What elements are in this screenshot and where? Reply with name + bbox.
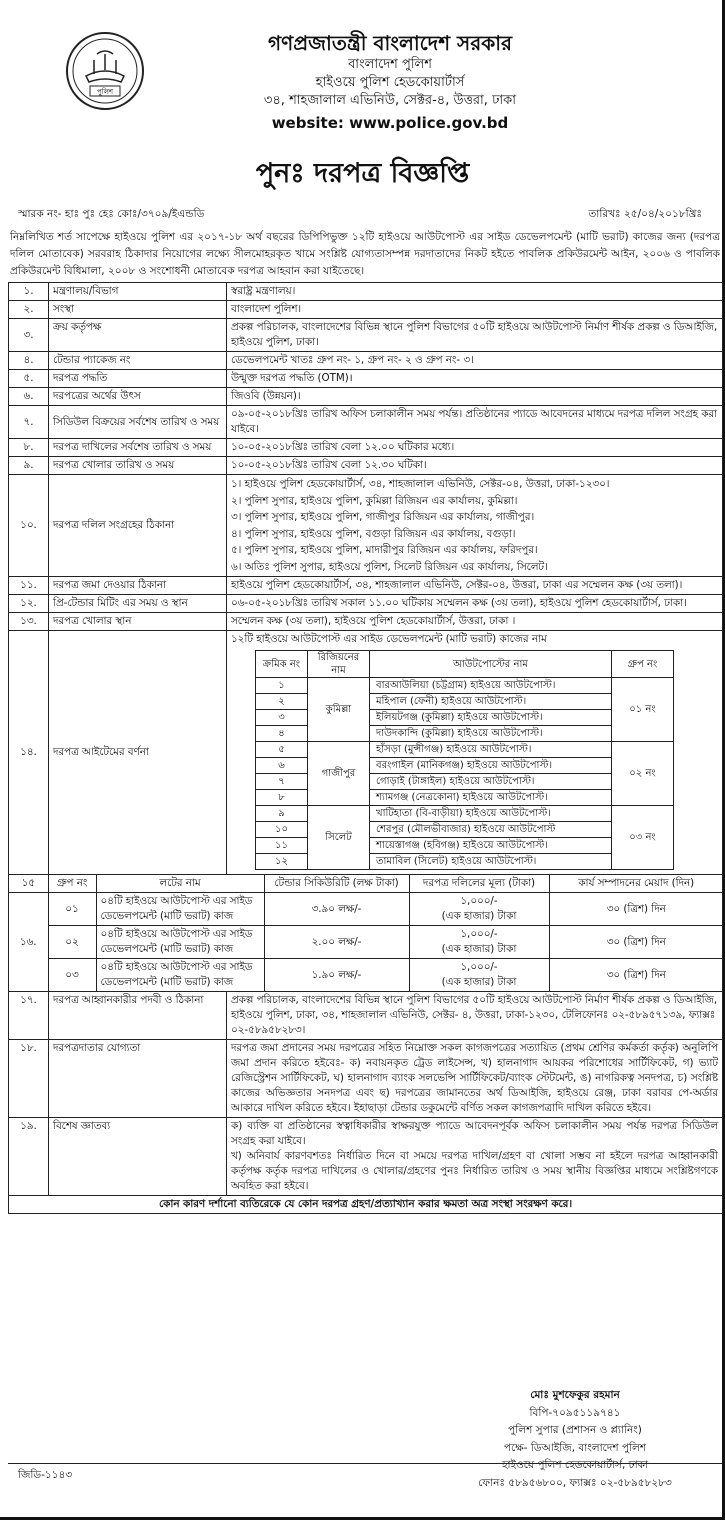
table-row: ১৩. দরপত্র খোলার স্থান সম্মেলন কক্ষ (৩য় তলা), হাইওয়ে পুলিশ হেডকোয়ার্টার্স, উত্তরা, ঢাকা ।: [9, 613, 723, 631]
group-cell: ০১ নং: [612, 678, 674, 742]
lot-row: ০২ ০৪টি হাইওয়ে আউটপোস্ট এর সাইড ডেভেলপমেন্ট (মাটি ভরাট) কাজ ২.০০ লক্ষ/- ১,০০০/- (এক হাজার) টাকা ৩০ (ত্রিশ) দিন: [9, 926, 723, 959]
government-name: গণপ্রজাতন্ত্রী বাংলাদেশ সরকার: [268, 31, 512, 55]
outpost-row: ৮ শ্যামগঞ্জ (নেত্রকোনা) হাইওয়ে আউটপোস্ট।: [256, 790, 674, 806]
table-row: ৬. দরপত্রের অর্থের উৎস জিওবি (উন্নয়ন)।: [9, 388, 723, 406]
notice-date: তারিখঃ ২৫/০৪/২০১৮খ্রিঃ: [588, 208, 702, 220]
table-row: ২. সংস্থা বাংলাদেশ পুলিশ।: [9, 301, 723, 319]
office-address: ৩৪, শাহজালাল এভিনিউ, সেক্টর-৪, উত্তরা, ঢাকা: [263, 93, 517, 108]
table-row: ৫. দরপত্র পদ্ধতি উন্মুক্ত দরপত্র পদ্ধতি (OTM)।: [9, 370, 723, 388]
signatory-office: হাইওয়ে পুলিশ হেডকোয়ার্টার্স, ঢাকা: [501, 1459, 649, 1471]
region-cell: সিলেট: [308, 806, 370, 870]
signatory-designation: পুলিশ সুপার (প্রশাসন ও প্ল্যানিং): [508, 1424, 642, 1436]
tender-details-table: [8, 282, 723, 1214]
signatory-on-behalf: পক্ষে- ডিআইজি, বাংলাদেশ পুলিশ: [503, 1441, 647, 1454]
group-cell: ০৩ নং: [612, 806, 674, 870]
table-row: ১. মন্ত্রণালয়/বিভাগ স্বরাষ্ট্র মন্ত্রণালয়।: [9, 283, 723, 301]
police-seal-logo: [64, 30, 146, 112]
website-link[interactable]: website: www.police.gov.bd: [271, 114, 509, 132]
outpost-list-caption: ১২টি হাইওয়ে আউটপোস্ট এর সাইড ডেভেলপমেন্ট (মাটি ভরাট) কাজের নাম: [231, 633, 547, 645]
org-name: বাংলাদেশ পুলিশ: [348, 57, 432, 72]
lot-row: ১৬. ০১ ০৪টি হাইওয়ে আউটপোস্ট এর সাইড ডেভেলপমেন্ট (মাটি ভরাট) কাজ ৩.৯০ লক্ষ/- ১,০০০/- (এক হাজার) টাকা ৩০ (ত্রিশ) দিন: [9, 893, 723, 926]
outpost-table: [255, 650, 674, 870]
page-title: পুনঃ দরপত্র বিজ্ঞপ্তি: [255, 158, 470, 189]
region-cell: গাজীপুর: [308, 742, 370, 806]
group-cell: ০২ নং: [612, 742, 674, 806]
table-row: ৯. দরপত্র খোলার তারিখ ও সময় ১০-০৫-২০১৮খ্রিঃ তারিখ বেলা ১২.৩০ ঘটিকা।: [9, 457, 723, 475]
outpost-row: ৪ দাউদকান্দি (কুমিল্লা) হাইওয়ে আউটপোস্ট।: [256, 726, 674, 742]
office-name: হাইওয়ে পুলিশ হেডকোয়ার্টার্স: [315, 75, 465, 90]
lot-header-row: [9, 875, 723, 992]
table-row: ৭. সিডিউল বিক্রয়ের সর্বশেষ তারিখ ও সময় ০৯-০৫-২০১৮খ্রিঃ তারিখ অফিস চলাকালীন সময় পর্যন্ত। প্রতিষ্ঠানের প্যাডে আবেদনের মাধ্যমে দরপত্র দলিল সংগ্রহ করা যাইবে।: [9, 406, 723, 439]
table-row: ১৪. দরপত্র আইটেমের বর্ণনা ১২টি হাইওয়ে আউটপোস্ট এর সাইড ডেভেলপমেন্ট (মাটি ভরাট) কাজের নাম ক্রমিক নং রিজিয়নের নাম আউটপোস্টের নাম গ্রুপ নং ১ কুমিল্লা বারআউলিয়া (চট্টগ্রাম) হাইওয়ে আউটপোস্ট। ০১ নং ২ মহিপাল (ফেনী) হাইওয়ে আউটপোস্ট। ৩ ইলিয়টগঞ্জ (কুমিল্লা) হাইওয়ে আউটপোস্ট। ৪ দাউদকান্দি (কুমিল্লা) হাইওয়ে আউটপোস্ট। ৫ গাজীপুর হাঁসড়া (মুন্সীগঞ্জ) হাইওয়ে আউটপোস্ট। ০২ নং ৬ বরংগাইল (মানিকগঞ্জ) হাইওয়ে আউটপোস্ট। ৭ গোড়াই (টাঙ্গাইল) হাইওয়ে আউটপোস্ট। ৮ শ্যামগঞ্জ (নেত্রকোনা) হাইওয়ে আউটপোস্ট। ৯ সিলেট খাটিহাতা (বি-বাড়ীয়া) হাইওয়ে আউটপোস্ট। ০৩ নং ১০ শেরপুর (মৌলভীবাজার) হাইওয়ে আউটপোস্ট ১১ শায়েস্তাগঞ্জ (হবিগঞ্জ) হাইওয়ে আউটপোস্ট। ১২ তামাবিল (সিলেট) হাইওয়ে আউটপোস্ট।: [9, 631, 723, 875]
table-row: ১৯. বিশেষ জ্ঞাতব্য ক) ব্যক্তি বা প্রতিষ্ঠানের স্বত্বাধিকারীর স্বাক্ষরযুক্ত প্যাডে আবেদনপূর্বক অফিস চলাকালীন সময় পর্যন্ত দরপত্র সিডিউল সংগ্রহ করা যাইবে। খ) অনিবার্য কারণবশতঃ নির্ধারিত দিনে বা সময়ে দরপত্র দাখিল/গ্রহণ বা খোলা সম্ভব না হইলে দরপত্র আহ্বানকারী কর্তৃপক্ষ কর্তৃক দরপত্র দাখিলের ও খোলার/গ্রহণের পুনঃ নির্ধারিত তারিখ ও সময় স্থানীয় বিজ্ঞপ্তির মাধ্যমে সংশ্লিষ্টগণকে অবহিত করা হইবে।: [9, 1118, 723, 1196]
outpost-list-cell: [227, 631, 723, 875]
table-row: ১৭. দরপত্র আহ্বানকারীর পদবী ও ঠিকানা প্রকল্প পরিচালক, বাংলাদেশের বিভিন্ন স্থানে পুলিশ বিভাগের ৫০টি হাইওয়ে আউটপোস্ট নির্মাণ শীর্ষক প্রকল্প ও ডিআইজি, হাইওয়ে পুলিশ, ঢাকা, ৩৪, শাহজালাল এভিনিউ, সেক্টর- ৪, উত্তরা, ঢাকা-১২৩০, টেলিফোনঃ ০২-৫৮৯৫৭১৩৯, ফ্যাক্সঃ ০২-৫৮৯৫৮২৮৩।: [9, 992, 723, 1040]
table-row: ৩. ক্রয় কর্তৃপক্ষ প্রকল্প পরিচালক, বাংলাদেশের বিভিন্ন স্থানে পুলিশ বিভাগের ৫০টি হাইওয়ে আউটপোস্ট নির্মাণ শীর্ষক প্রকল্প ও ডিআইজি, হাইওয়ে পুলিশ, ঢাকা।: [9, 319, 723, 352]
table-row: ১২. প্রি-টেন্ডার মিটিং এর সময় ও স্থান ০৬-০৫-২০১৮খ্রিঃ তারিখ সকাল ১১.০০ ঘটিকায় সম্মেলন কক্ষ (৩য় তলা), হাইওয়ে পুলিশ হেডকোয়ার্টার্স, ঢাকা।: [9, 595, 723, 613]
table-row: ১৮. দরপত্রদাতার যোগ্যতা দরপত্র জমা প্রদানের সময় দরপত্রের সহিত নিম্নোক্ত সকল কাগজপত্রের সত্যায়িত (প্রথম শ্রেণির কর্মকর্তা কর্তৃক) অনুলিপি জমা প্রদান করিতে হইবেঃ- ক) নবায়নকৃত ট্রেড লাইসেন্স, খ) হালনাগাদ আয়কর পরিশোধের সার্টিফিকেট, গ) ভ্যাট রেজিস্ট্রেশন সার্টিফিকেট, ঘ) হালনাগাদ ব্যাংক সলভেন্সি সার্টিফিকেট/ব্যাংক স্টেটমেন্ট, ঙ) নাগরিকত্ব সনদপত্র, চ) সংশ্লিষ্ট কাজের অভিজ্ঞতার সনদপত্র এবং ছ) দরপত্রের জামানতের অর্থ ডিআইজি, হাইওয়ে রেঞ্জ, ঢাকা বরাবর পে-অর্ডার আকারে দাখিল করিতে হইবে। ইহাছাড়া টেন্ডার ডকুমেন্টে বর্ণিত সকল কাগজপত্রাদি দাখিল করিতে হইবে।: [9, 1040, 723, 1118]
lot-table-header: ১৫ গ্রুপ নং লটের নাম টেন্ডার সিকিউরিটি (লক্ষ টাকা) দরপত্র দলিলের মূল্য (টাকা) কার্য সম্পাদনের মেয়াদ (দিন): [9, 875, 723, 893]
signature-block: [440, 1387, 710, 1492]
outpost-row: ৯ সিলেট খাটিহাতা (বি-বাড়ীয়া) হাইওয়ে আউটপোস্ট। ০৩ নং: [256, 806, 674, 822]
collection-addresses: ১। হাইওয়ে পুলিশ হেডকোয়ার্টার্স, ৩৪, শাহজালাল এভিনিউ, সেক্টর-০৪, উত্তরা, ঢাকা-১২৩০। ২। পুলিশ সুপার, হাইওয়ে পুলিশ, কুমিল্লা রিজিয়ন এর কার্যালয়, কুমিল্লা। ৩। পুলিশ সুপার, হাইওয়ে পুলিশ, গাজীপুর রিজিয়ন এর কার্যালয়, গাজীপুর। ৪। পুলিশ সুপার, হাইওয়ে পুলিশ, বগুড়া রিজিয়ন এর কার্যালয়, বগুড়া। ৫। পুলিশ সুপার, হাইওয়ে পুলিশ, মাদারীপুর রিজিয়ন এর কার্যালয়, ফরিদপুর। ৬। অতিঃ পুলিশ সুপার, হাইওয়ে পুলিশ, সিলেট রিজিয়ন এর কার্যালয়, সিলেট।: [227, 475, 723, 577]
footer-divider: [8, 1463, 722, 1464]
memo-number: স্মারক নং- হাঃ পুঃ হেঃ কোঃ/৩৭০৯/ইএন্ডডি: [18, 208, 205, 220]
lot-row: ০৩ ০৪টি হাইওয়ে আউটপোস্ট এর সাইড ডেভেলপমেন্ট (মাটি ভরাট) কাজ ১.৯০ লক্ষ/- ১,০০০/- (এক হাজার) টাকা ৩০ (ত্রিশ) দিন: [9, 959, 723, 992]
table-row: ৪. টেন্ডার প্যাকেজ নং ডেভেলপমেন্ট খাতঃ গ্রুপ নং- ১, গ্রুপ নং- ২ ও গ্রুপ নং- ৩।: [9, 352, 723, 370]
outpost-row: ৩ ইলিয়টগঞ্জ (কুমিল্লা) হাইওয়ে আউটপোস্ট।: [256, 710, 674, 726]
letterhead: [150, 30, 630, 134]
outpost-row: ১ কুমিল্লা বারআউলিয়া (চট্টগ্রাম) হাইওয়ে আউটপোস্ট। ০১ নং: [256, 678, 674, 694]
signatory-name: মোঃ মুশফেকুর রহমান: [530, 1389, 620, 1401]
signatory-bp: বিপি-৭০৯৫১১৯৭৪১: [529, 1406, 621, 1419]
outpost-row: ২ মহিপাল (ফেনী) হাইওয়ে আউটপোস্ট।: [256, 694, 674, 710]
outpost-row: ১০ শেরপুর (মৌলভীবাজার) হাইওয়ে আউটপোস্ট: [256, 822, 674, 838]
footer-code: জিডি-১১৪৩: [18, 1469, 73, 1481]
reservation-notice-row: [9, 1196, 723, 1214]
reservation-notice: কোন কারণ দর্শানো ব্যতিরেকে যে কোন দরপত্র গ্রহণ/প্রত্যাখ্যান করার ক্ষমতা অত্র সংস্থা সংরক্ষণ করে।: [9, 1196, 723, 1214]
lot-table: [9, 875, 723, 991]
outpost-row: ৫ গাজীপুর হাঁসড়া (মুন্সীগঞ্জ) হাইওয়ে আউটপোস্ট। ০২ নং: [256, 742, 674, 758]
outpost-row: ১১ শায়েস্তাগঞ্জ (হবিগঞ্জ) হাইওয়ে আউটপোস্ট।: [256, 838, 674, 854]
region-cell: কুমিল্লা: [308, 678, 370, 742]
outpost-row: ৭ গোড়াই (টাঙ্গাইল) হাইওয়ে আউটপোস্ট।: [256, 774, 674, 790]
outpost-row: ১২ তামাবিল (সিলেট) হাইওয়ে আউটপোস্ট।: [256, 854, 674, 870]
intro-paragraph: নিম্নলিখিত শর্ত সাপেক্ষে হাইওয়ে পুলিশ এর ২০১৭-১৮ অর্থ বছরের ডিপিপিভুক্ত ১২টি হাইওয়ে আউটপোস্ট এর সাইড ডেভেলপমেন্ট (মাটি ভরাট) কাজের জন্য (দরপত্র দলিল মোতাবেক) সরবরাহ ঠিকাদার নিয়োগের লক্ষ্যে সীলমোহরকৃত খামে সংশ্লিষ্ট যোগ্যতাসম্পন্ন দরদাতাদের নিকট হইতে পাবলিক প্রকিউরমেন্ট আইন, ২০০৬ ও পাবলিক প্রকিউরমেন্ট বিধিমালা, ২০০৮ ও সংশোধনী মোতাবেক দরপত্র আহবান করা যাইতেছে।: [10, 231, 720, 277]
outpost-table-header: ক্রমিক নং রিজিয়নের নাম আউটপোস্টের নাম গ্রুপ নং: [256, 651, 674, 678]
table-row: ১১. দরপত্র জমা দেওয়ার ঠিকানা হাইওয়ে পুলিশ হেডকোয়ার্টার্স, ৩৪, শাহজালাল এভিনিউ, সেক্টর-০৪, উত্তরা, ঢাকা এর সম্মেলন কক্ষ (৩য় তলা)।: [9, 577, 723, 595]
table-row: ৮. দরপত্র দাখিলের সর্বশেষ তারিখ ও সময় ১০-০৫-২০১৮খ্রিঃ তারিখ বেলা ১২.০০ ঘটিকার মধ্যে।: [9, 439, 723, 457]
svg-text:পুলিশ: পুলিশ: [96, 88, 114, 96]
table-row: ১০. দরপত্র দলিল সংগ্রহের ঠিকানা ১। হাইওয়ে পুলিশ হেডকোয়ার্টার্স, ৩৪, শাহজালাল এভিনিউ, সেক্টর-০৪, উত্তরা, ঢাকা-১২৩০। ২। পুলিশ সুপার, হাইওয়ে পুলিশ, কুমিল্লা রিজিয়ন এর কার্যালয়, কুমিল্লা। ৩। পুলিশ সুপার, হাইওয়ে পুলিশ, গাজীপুর রিজিয়ন এর কার্যালয়, গাজীপুর। ৪। পুলিশ সুপার, হাইওয়ে পুলিশ, বগুড়া রিজিয়ন এর কার্যালয়, বগুড়া। ৫। পুলিশ সুপার, হাইওয়ে পুলিশ, মাদারীপুর রিজিয়ন এর কার্যালয়, ফরিদপুর। ৬। অতিঃ পুলিশ সুপার, হাইওয়ে পুলিশ, সিলেট রিজিয়ন এর কার্যালয়, সিলেট।: [9, 475, 723, 577]
outpost-row: ৬ বরংগাইল (মানিকগঞ্জ) হাইওয়ে আউটপোস্ট।: [256, 758, 674, 774]
signatory-phone: ফোনঃ ৫৮৯৫৬৮০০, ফ্যাক্সঃ ০২-৫৮৯৫৮২৮৩: [478, 1476, 672, 1489]
